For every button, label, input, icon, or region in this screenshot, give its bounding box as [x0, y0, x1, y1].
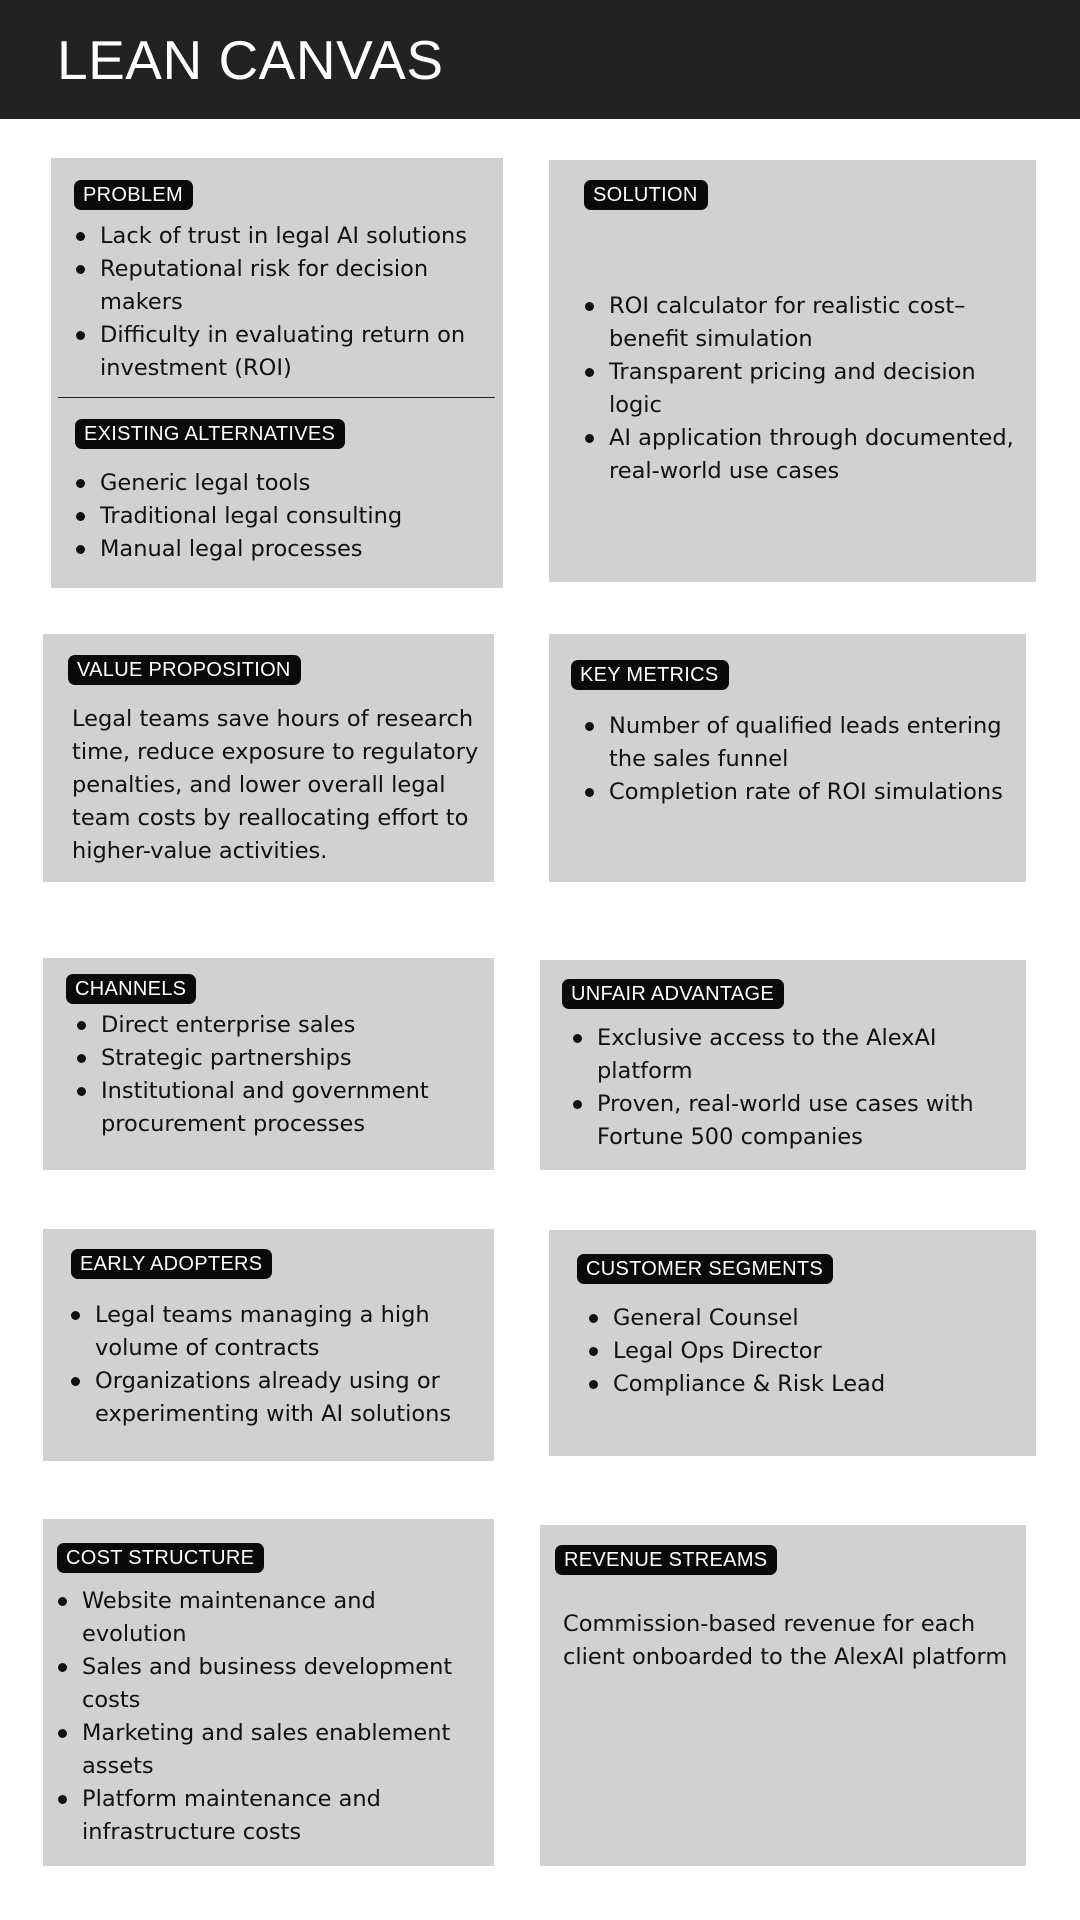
list-item: Difficulty in evaluating return on investment (ROI)	[74, 319, 494, 385]
list-item: Generic legal tools	[74, 467, 494, 500]
list-item: Completion rate of ROI simulations	[583, 776, 1023, 809]
customer-segments-list	[587, 1302, 1027, 1401]
solution-list	[583, 290, 1023, 488]
cost-structure-list	[56, 1585, 476, 1849]
list-item: Manual legal processes	[74, 533, 494, 566]
list-item: General Counsel	[587, 1302, 1027, 1335]
problem-label: PROBLEM	[74, 180, 193, 210]
unfair-advantage-label: UNFAIR ADVANTAGE	[562, 979, 784, 1009]
revenue-streams-card	[540, 1525, 1026, 1866]
early-adopters-list	[69, 1299, 489, 1431]
list-item: Institutional and government procurement processes	[75, 1075, 485, 1141]
list-item: Organizations already using or experimenting with AI solutions	[69, 1365, 489, 1431]
list-item: Transparent pricing and decision logic	[583, 356, 1023, 422]
list-item: Exclusive access to the AlexAI platform	[571, 1022, 1026, 1088]
list-item: Number of qualified leads entering the sales funnel	[583, 710, 1023, 776]
unfair-advantage-list	[571, 1022, 1026, 1154]
page-title: LEAN CANVAS	[57, 29, 444, 91]
problem-list	[74, 220, 494, 385]
list-item: Traditional legal consulting	[74, 500, 494, 533]
list-item: AI application through documented, real-world use cases	[583, 422, 1023, 488]
list-item: ROI calculator for realistic cost–benefit simulation	[583, 290, 1023, 356]
list-item: Lack of trust in legal AI solutions	[74, 220, 494, 253]
channels-list	[75, 1009, 485, 1141]
list-item: Reputational risk for decision makers	[74, 253, 494, 319]
problem-divider	[58, 397, 495, 398]
header-bar	[0, 0, 1080, 119]
revenue-streams-label: REVENUE STREAMS	[555, 1545, 777, 1575]
list-item: Direct enterprise sales	[75, 1009, 485, 1042]
cost-structure-label: COST STRUCTURE	[57, 1543, 264, 1573]
customer-segments-label: CUSTOMER SEGMENTS	[577, 1254, 833, 1284]
value-proposition-label: VALUE PROPOSITION	[68, 655, 301, 685]
list-item: Sales and business development costs	[56, 1651, 476, 1717]
list-item: Proven, real-world use cases with Fortune 500 companies	[571, 1088, 1026, 1154]
list-item: Strategic partnerships	[75, 1042, 485, 1075]
existing-alternatives-label: EXISTING ALTERNATIVES	[75, 419, 345, 449]
solution-label: SOLUTION	[584, 180, 708, 210]
existing-alternatives-list	[74, 467, 494, 566]
list-item: Marketing and sales enablement assets	[56, 1717, 476, 1783]
channels-label: CHANNELS	[66, 974, 196, 1004]
key-metrics-list	[583, 710, 1023, 809]
list-item: Legal Ops Director	[587, 1335, 1027, 1368]
revenue-streams-text: Commission-based revenue for each client onboarded to the AlexAI platform	[563, 1611, 1008, 1670]
key-metrics-label: KEY METRICS	[571, 660, 729, 690]
list-item: Website maintenance and evolution	[56, 1585, 476, 1651]
list-item: Compliance & Risk Lead	[587, 1368, 1027, 1401]
value-proposition-text: Legal teams save hours of research time, reduce exposure to regulatory penalties, and lower overall legal team costs by reallocating effort to higher-value activities.	[72, 706, 479, 864]
list-item: Platform maintenance and infrastructure costs	[56, 1783, 476, 1849]
early-adopters-label: EARLY ADOPTERS	[71, 1249, 272, 1279]
list-item: Legal teams managing a high volume of contracts	[69, 1299, 489, 1365]
